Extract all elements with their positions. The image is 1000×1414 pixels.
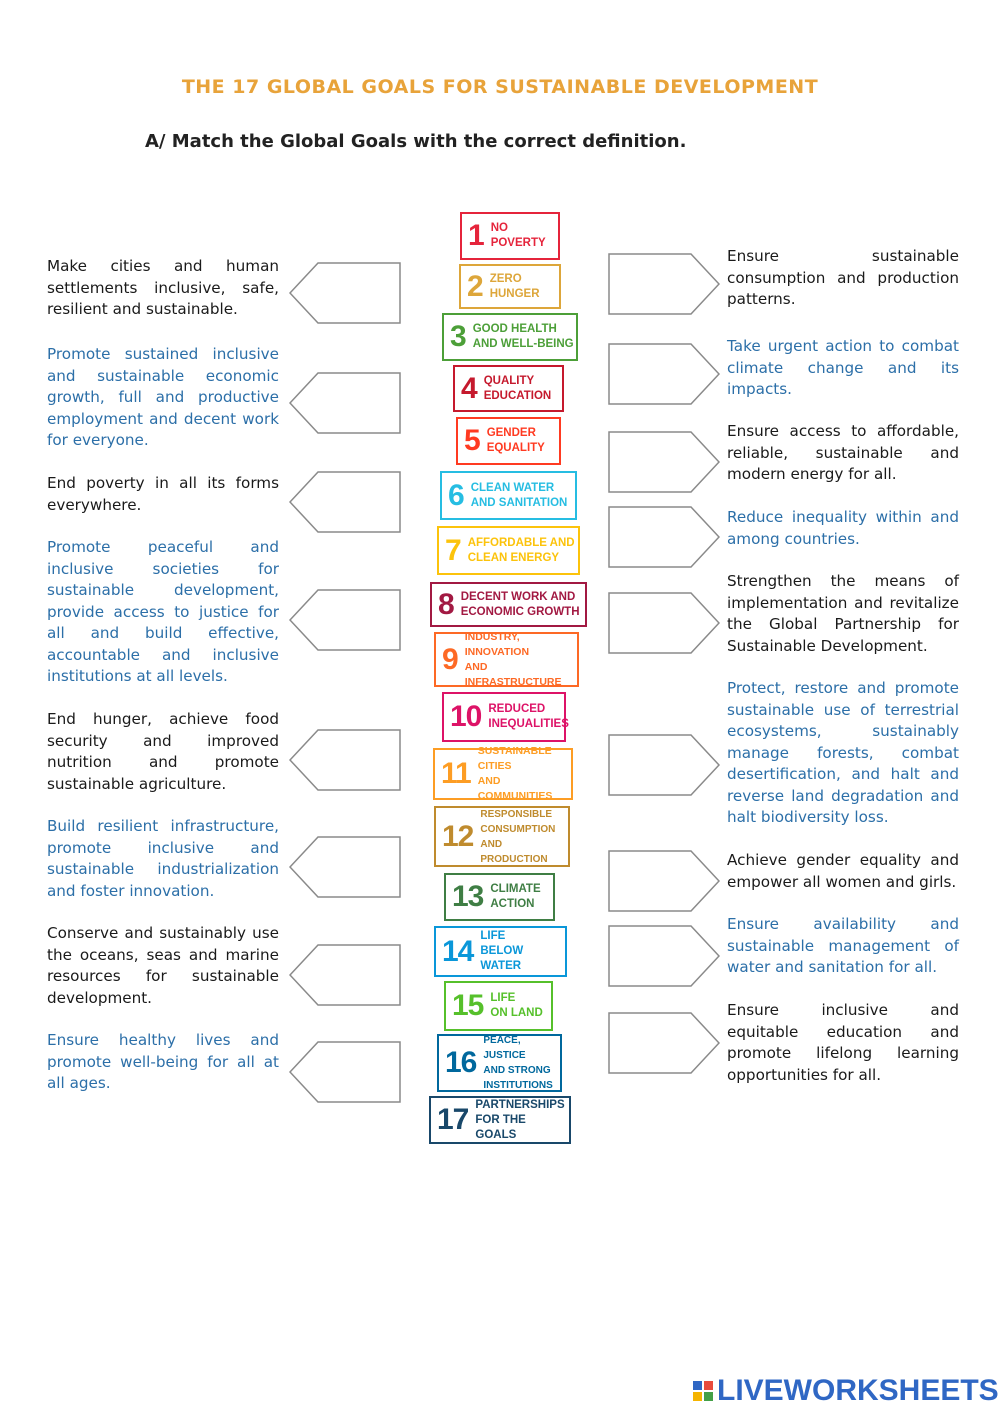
left-answer-box[interactable]: [289, 262, 401, 324]
liveworksheets-logo: [693, 1375, 999, 1407]
left-answer-box[interactable]: [289, 729, 401, 791]
page-title: THE 17 GLOBAL GOALS FOR SUSTAINABLE DEVELOPMENT: [181, 76, 819, 98]
goal-tile-3[interactable]: [442, 313, 578, 361]
right-answer-box[interactable]: [608, 1012, 720, 1074]
goal-tile-4[interactable]: [453, 365, 564, 412]
goal-tile-8[interactable]: [430, 582, 587, 627]
goal-number: 5: [464, 424, 480, 457]
goal-tile-12[interactable]: [434, 806, 570, 867]
goal-number: 2: [467, 269, 483, 303]
goal-label: INDUSTRY, INNOVATION AND INFRASTRUCTURE: [464, 630, 562, 688]
left-definition: Conserve and sustainably use the oceans, seas and marine resources for sustainable development.: [47, 924, 279, 1007]
goal-number: 17: [437, 1103, 469, 1136]
left-definition: End hunger, achieve food security and improved nutrition and promote sustainable agriculture.: [47, 710, 279, 793]
left-answer-box[interactable]: [289, 372, 401, 434]
goal-number: 11: [441, 757, 471, 790]
brand-name: LIVEWORKSHEETS: [717, 1374, 999, 1407]
instruction: A/ Match the Global Goals with the correct definition.: [145, 131, 687, 152]
left-answer-box[interactable]: [289, 836, 401, 898]
right-definition: Strengthen the means of implementation and revitalize the Global Partnership for Sustainable Development.: [727, 572, 959, 655]
goal-number: 13: [452, 880, 484, 913]
left-answer-box[interactable]: [289, 471, 401, 533]
left-answer-box[interactable]: [289, 589, 401, 651]
left-answer-box[interactable]: [289, 944, 401, 1006]
liveworksheets-logo-icon: [693, 1381, 713, 1401]
goal-tile-6[interactable]: [440, 471, 577, 520]
goal-label: GOOD HEALTH AND WELL-BEING: [472, 323, 574, 350]
left-definition: Ensure healthy lives and promote well-being for all at all ages.: [47, 1031, 279, 1092]
right-answer-box[interactable]: [608, 253, 720, 315]
right-definition: Ensure access to affordable, reliable, sustainable and modern energy for all.: [727, 422, 959, 483]
left-definition: Build resilient infrastructure, promote inclusive and sustainable industrialization and foster innovation.: [47, 817, 279, 900]
goal-label: RESPONSIBLE CONSUMPTION AND PRODUCTION: [480, 808, 556, 865]
right-answer-box[interactable]: [608, 343, 720, 405]
goal-tile-2[interactable]: [459, 264, 561, 309]
left-definition: Promote peaceful and inclusive societies for sustainable development, provide access to justice for all and build effective, accountable and inclusive institutions at all levels.: [47, 538, 279, 685]
left-definition: End poverty in all its forms everywhere.: [47, 474, 279, 514]
goal-tile-14[interactable]: [434, 926, 567, 977]
left-definition: Make cities and human settlements inclusive, safe, resilient and sustainable.: [47, 257, 279, 318]
goal-tile-1[interactable]: [460, 212, 560, 260]
goal-number: 14: [442, 934, 474, 968]
goal-number: 7: [445, 533, 461, 567]
right-definition: Achieve gender equality and empower all women and girls.: [727, 851, 959, 891]
goal-label: LIFE BELOW WATER: [480, 930, 524, 972]
goal-label: NO POVERTY: [490, 222, 546, 249]
goal-label: SUSTAINABLE CITIES AND COMMUNITIES: [477, 745, 553, 802]
right-definition: Ensure inclusive and equitable education and promote lifelong learning opportunities for all.: [727, 1001, 959, 1084]
goal-label: PEACE, JUSTICE AND STRONG INSTITUTIONS: [483, 1035, 553, 1091]
goal-tile-5[interactable]: [456, 417, 561, 465]
right-definition: Ensure sustainable consumption and production patterns.: [727, 247, 959, 308]
goal-number: 12: [442, 819, 474, 853]
goal-tile-17[interactable]: [429, 1096, 571, 1144]
goal-label: REDUCED INEQUALITIES: [488, 703, 569, 730]
left-definition: Promote sustained inclusive and sustainable economic growth, full and productive employment and decent work for everyone.: [47, 345, 279, 449]
goal-label: CLEAN WATER AND SANITATION: [470, 481, 568, 509]
goal-number: 3: [450, 320, 466, 353]
goal-tile-9[interactable]: [434, 632, 579, 687]
goal-tile-13[interactable]: [444, 873, 555, 921]
goal-number: 8: [438, 587, 454, 621]
goal-label: QUALITY EDUCATION: [483, 374, 552, 402]
goal-tile-7[interactable]: [437, 526, 580, 575]
goal-tile-10[interactable]: [442, 692, 569, 742]
goal-tile-15[interactable]: [444, 981, 553, 1031]
right-answer-box[interactable]: [608, 734, 720, 796]
goal-tile-11[interactable]: [433, 745, 573, 802]
right-definition: Protect, restore and promote sustainable use of terrestrial ecosystems, sustainably manage forests, combat desertification, and halt and reverse land degradation and halt biodiversity loss.: [727, 679, 959, 826]
goal-label: PARTNERSHIPS FOR THE GOALS: [475, 1098, 565, 1141]
goal-number: 9: [442, 642, 458, 676]
goal-label: GENDER EQUALITY: [486, 427, 545, 454]
goal-number: 10: [450, 700, 482, 733]
goal-number: 16: [445, 1046, 477, 1079]
goal-label: LIFE ON LAND: [490, 992, 543, 1019]
goal-label: AFFORDABLE AND CLEAN ENERGY: [467, 536, 575, 564]
goal-number: 6: [448, 478, 464, 512]
right-answer-box[interactable]: [608, 925, 720, 987]
goal-number: 1: [468, 219, 484, 252]
goal-label: CLIMATE ACTION: [490, 883, 541, 910]
goal-number: 4: [461, 371, 477, 405]
right-definition: Reduce inequality within and among countries.: [727, 508, 959, 548]
right-answer-box[interactable]: [608, 506, 720, 568]
right-answer-box[interactable]: [608, 431, 720, 493]
right-definition: Ensure availability and sustainable management of water and sanitation for all.: [727, 915, 959, 976]
goal-label: DECENT WORK AND ECONOMIC GROWTH: [460, 590, 580, 618]
goal-tile-16[interactable]: [437, 1034, 562, 1092]
right-answer-box[interactable]: [608, 850, 720, 912]
left-answer-box[interactable]: [289, 1041, 401, 1103]
right-answer-box[interactable]: [608, 592, 720, 654]
goal-label: ZERO HUNGER: [489, 272, 540, 300]
goal-number: 15: [452, 989, 484, 1022]
right-definition: Take urgent action to combat climate change and its impacts.: [727, 337, 959, 398]
